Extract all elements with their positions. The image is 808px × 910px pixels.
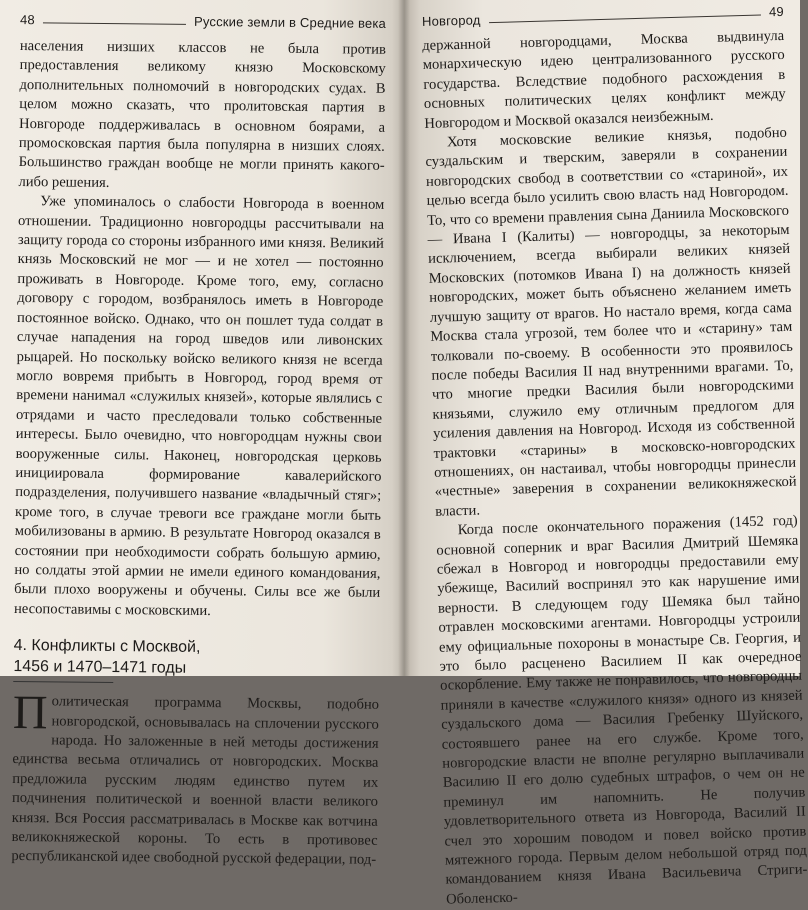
section-paragraph bbox=[11, 686, 380, 870]
right-page bbox=[404, 0, 808, 908]
book-gutter-shadow bbox=[398, 0, 410, 676]
paragraph: держанной новгородцами, Москва выдвинула монархическую идею централизованного русского государства. Вследствие подобного расхождения в основных политических целях конфликт между Новгородом и Москвой оказался неизбежным. bbox=[422, 27, 786, 132]
right-page-number: 49 bbox=[768, 3, 785, 20]
section-heading-rule bbox=[13, 681, 113, 683]
left-page-number: 48 bbox=[19, 12, 35, 28]
paragraph: Когда после окончательного поражения (1452 год) основной соперник и враг Василия Дмитрий Шемяка сбежал в Новгород и новгородцы предоставили ему убежище, Василий воспринял это как нарушение ими верности. В следующем году Шемяка был тайно отравлен московскими агентами. Новгородцы устроили ему официальные похороны в монастыре Св. Георгия, и это было расценено Василием II как очередное оскорбление. Ему также не понравилось, что новгородцы приняли в качестве «служилого князя» одного из князей суздальского дома — Василия Гребенку Шуйского, состоявшего ранее на его службе. Кроме того, новгородские власти не вполне регулярно выплачивали Василию II его долю судебных штрафов, о чем он не преминул им напомнить. Не получив удовлетворительного ответа из Новгорода, Василий II счел это хорошим поводом и повел войско против мятежного города. Первым делом небольшой отряд под командованием князя Ивана Васильевича Стриги-Оболенско- bbox=[436, 512, 808, 908]
drop-cap: П bbox=[12, 686, 48, 740]
right-page-body bbox=[422, 27, 808, 910]
paragraph: населения низших классов не была против предоставления великому князю Московскому дополнительных полномочий в новгородских судах. В целом можно сказать, что пролитовская партия в Новгороде поддерживалась в основном боярами, а промосковская партия была популярна в низших слоях. Большинство граждан вообще не могли принять какого-либо решения. bbox=[18, 37, 386, 191]
right-running-head: Новгород bbox=[421, 12, 481, 29]
header-rule bbox=[43, 21, 186, 24]
section-heading-line-2: 1456 и 1470–1471 годы bbox=[13, 658, 187, 677]
section-paragraph-text: олитическая программа Москвы, подобно новгородской, основывалась на сплочении русского народа. Но заложенные в ней методы достижения единства весьма отличались от новгородских. Москва предложила русским людям единство путем их подчинения политической и военной власти великого князя. Вся Россия рассматривалась в Москве как вотчина великокняжеской короны. То есть в противовес республиканской идее свободной русской федерации, под- bbox=[11, 693, 380, 869]
left-page-body bbox=[11, 37, 386, 871]
right-page-header bbox=[422, 4, 784, 29]
section-heading bbox=[13, 635, 379, 686]
paragraph: Уже упоминалось о слабости Новгорода в военном отношении. Традиционно новгородцы рассчитывали на защиту города со стороны избранного ими князя. Великий князь Московский не мог — и не хотел — постоянно проживать в Новгороде. Кроме того, ему, согласно договору с городом, возбранялось иметь в Новгороде постоянное войско. Однако, что он пошлет туда солдат в случае нападения на город шведов или ливонских рыцарей. Но поскольку войско великого князя не всегда могло вовремя прибыть в Новгород, город время от времени нанимал «служилых князей», которые являлись с отрядами и часто преследовали только собственные интересы. Было очевидно, что новгородцам нужны свои вооруженные силы. Наконец, новгородская церковь инициировала формирование кавалерийского подразделения, получившего название «владычный стяг»; кроме того, в случае тревоги все граждане могли быть мобилизованы в армию. В результате Новгород оказался в состоянии при необходимости собрать большую армию, но солдаты этой армии не имели единого командования, были плохо вооружены и обучены. Силы все же были несопоставимы с московскими. bbox=[13, 193, 385, 619]
section-heading-line-1: 4. Конфликты с Москвой, bbox=[13, 637, 201, 657]
left-page bbox=[0, 0, 404, 869]
left-page-header bbox=[20, 12, 386, 31]
header-rule bbox=[489, 14, 761, 24]
left-running-head: Русские земли в Средние века bbox=[193, 13, 387, 31]
paragraph: Хотя московские великие князья, подобно суздальским и тверским, заверяли в сохранении новгородских свобод в соответствии со «стариной», их целью всегда было усилить свою власть над Новгородом. То, что со времени правления сына Даниила Московского — Ивана I (Калиты) — новгородцы, за некоторым исключением, всегда выбирали великих князей Московских (потомков Ивана I) на должность князей новгородских, может быть объяснено желанием иметь лучшую защиту от врагов. Но настало время, когда сама Москва стала угрозой, тем более что и «старину» там толковали по-своему. В особенности это проявилось после победы Василия II над внутренними врагами. То, что многие предки Василия были новгородскими князьями, служило ему отличным предлогом для усиления давления на Новгород. Исходя из собственной трактовки «старины» в московско-новгородских отношениях, он настаивал, чтобы новгородцы принесли «честные» заверения в сохранении великокняжеской власти. bbox=[425, 124, 797, 520]
